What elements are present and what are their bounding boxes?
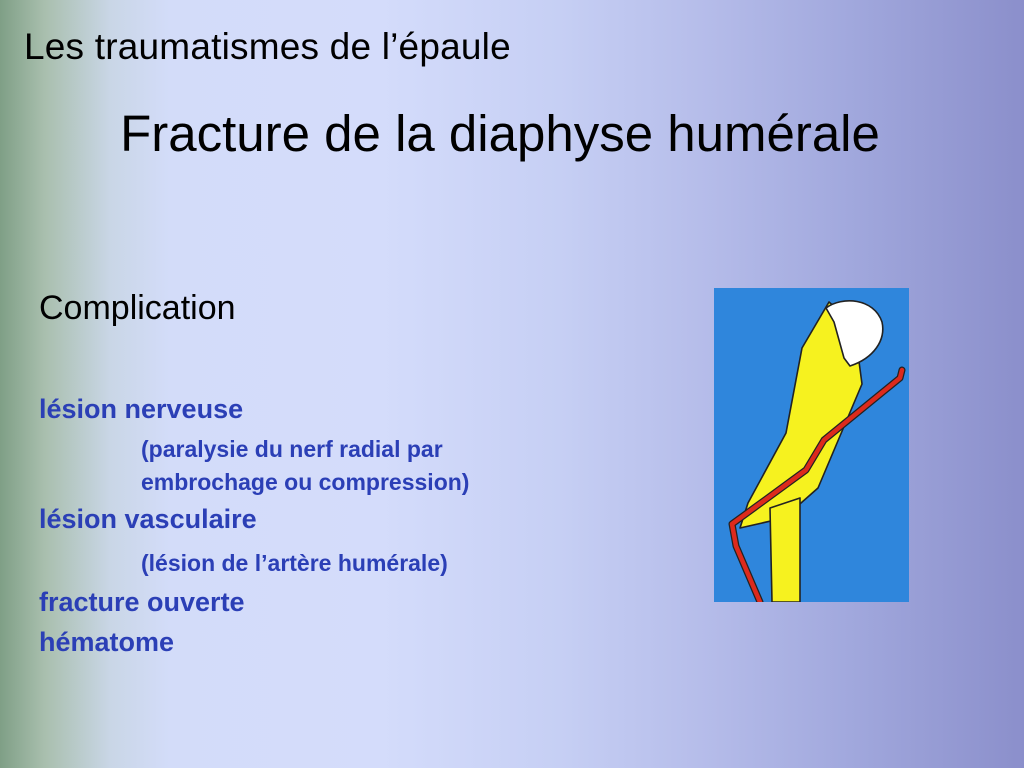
distal-humerus-fragment — [770, 498, 800, 602]
list-item-hematoma: hématome — [39, 627, 175, 657]
list-item-detail: (paralysie du nerf radial par — [141, 436, 443, 462]
humerus-fracture-illustration — [714, 288, 909, 602]
list-item-vascular-injury: lésion vasculaire — [39, 504, 257, 534]
list-item-detail: embrochage ou compression) — [141, 469, 470, 495]
list-item-nerve-injury: lésion nerveuse — [39, 394, 244, 424]
section-heading: Complication — [39, 289, 236, 327]
slide-title: Fracture de la diaphyse humérale — [120, 105, 880, 162]
slide-supertitle: Les traumatismes de l’épaule — [24, 26, 511, 67]
list-item-open-fracture: fracture ouverte — [39, 587, 245, 617]
list-item-detail: (lésion de l’artère humérale) — [141, 550, 448, 576]
